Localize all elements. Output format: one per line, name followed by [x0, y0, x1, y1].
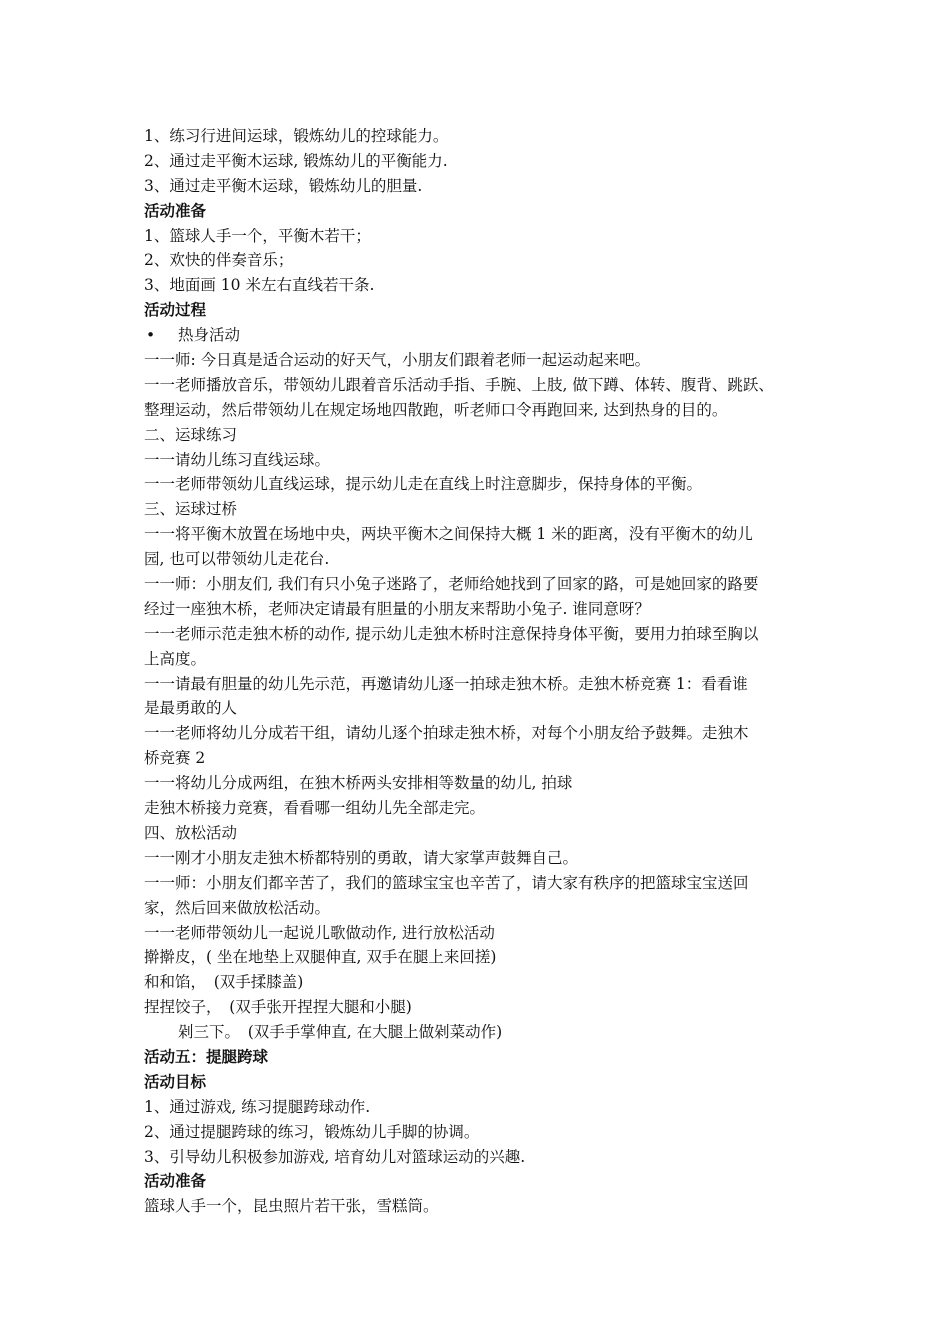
line-text: 走独木桥接力竞赛，看看哪一组幼儿先全部走完。	[144, 799, 486, 818]
line-text: 一一将幼儿分成两组，在独木桥两头安排相等数量的幼儿, 拍球	[144, 774, 573, 793]
line-text: 桥竞赛 2	[144, 749, 206, 768]
line-text: 活动准备	[144, 1172, 207, 1191]
line-text: 整理运动，然后带领幼儿在规定场地四散跑，听老师口令再跑回来, 达到热身的目的。	[144, 400, 728, 419]
paragraph-line	[144, 522, 824, 547]
line-text: 擀擀皮，( 坐在地垫上双腿伸直, 双手在腿上来回搓)	[144, 948, 497, 967]
paragraph-line	[144, 821, 824, 846]
line-text: 2、通过提腿跨球的练习，锻炼幼儿手脚的协调。	[144, 1122, 480, 1141]
line-text: 家，然后回来做放松活动。	[144, 898, 331, 917]
paragraph-line	[144, 124, 824, 149]
paragraph-line	[144, 248, 824, 273]
line-text: 一一将平衡木放置在场地中央，两块平衡木之间保持大概 1 米的距离，没有平衡木的幼儿	[144, 525, 753, 544]
line-text: 上高度。	[144, 649, 207, 668]
line-text: 1、通过游戏, 练习提腿跨球动作.	[144, 1097, 371, 1116]
paragraph-line	[144, 174, 824, 199]
document-body	[144, 124, 824, 1219]
paragraph-line	[144, 1194, 824, 1219]
line-text: 活动准备	[144, 201, 207, 220]
paragraph-line	[144, 921, 824, 946]
paragraph-line	[144, 224, 824, 249]
paragraph-line	[144, 970, 824, 995]
line-text: 二、运球练习	[144, 425, 238, 444]
line-text: 剁三下。 (双手手掌伸直, 在大腿上做剁菜动作)	[178, 1023, 503, 1042]
line-text: 捏捏饺子， (双手张开捏捏大腿和小腿)	[144, 998, 412, 1017]
section-heading	[144, 1070, 824, 1095]
paragraph-line	[144, 398, 824, 423]
line-text: 一一老师带领幼儿直线运球，提示幼儿走在直线上时注意脚步，保持身体的平衡。	[144, 475, 703, 494]
line-text: 活动过程	[144, 301, 207, 320]
paragraph-line	[144, 622, 824, 647]
bullet-item	[144, 323, 824, 348]
paragraph-line	[144, 448, 824, 473]
line-text: 经过一座独木桥，老师决定请最有胆量的小朋友来帮助小兔子. 谁同意呀？	[144, 599, 650, 618]
line-text: 篮球人手一个，昆虫照片若干张，雪糕筒。	[144, 1197, 439, 1216]
line-text: 四、放松活动	[144, 823, 238, 842]
paragraph-line	[144, 373, 824, 398]
paragraph-line	[144, 846, 824, 871]
line-text: 一一请最有胆量的幼儿先示范，再邀请幼儿逐一拍球走独木桥。走独木桥竞赛 1：看看谁	[144, 674, 748, 693]
paragraph-line	[144, 1020, 824, 1045]
section-heading	[144, 1169, 824, 1194]
paragraph-line	[144, 1145, 824, 1170]
line-text: 一一老师将幼儿分成若干组，请幼儿逐个拍球走独木桥，对每个小朋友给予鼓舞。走独木	[144, 724, 749, 743]
line-text: 是最勇敢的人	[144, 699, 238, 718]
paragraph-line	[144, 796, 824, 821]
line-text: 3、地面画 10 米左右直线若干条.	[144, 276, 375, 295]
line-text: 一一师：小朋友们, 我们有只小兔子迷路了，老师给她找到了回家的路，可是她回家的路要	[144, 575, 759, 594]
paragraph-line	[144, 547, 824, 572]
line-text: 一一请幼儿练习直线运球。	[144, 450, 331, 469]
line-text: 一一师：小朋友们都辛苦了，我们的篮球宝宝也辛苦了，请大家有秩序的把篮球宝宝送回	[144, 873, 749, 892]
paragraph-line	[144, 896, 824, 921]
paragraph-line	[144, 1095, 824, 1120]
section-heading	[144, 1045, 824, 1070]
line-text: 三、运球过桥	[144, 500, 238, 519]
paragraph-line	[144, 497, 824, 522]
line-text: 1、练习行进间运球，锻炼幼儿的控球能力。	[144, 127, 449, 145]
paragraph-line	[144, 696, 824, 721]
line-text: 一一老师示范走独木桥的动作, 提示幼儿走独木桥时注意保持身体平衡，要用力拍球至胸以	[144, 624, 759, 643]
paragraph-line	[144, 647, 824, 672]
line-text: 热身活动	[178, 326, 241, 345]
paragraph-line	[144, 771, 824, 796]
line-text: 3、引导幼儿积极参加游戏, 培育幼儿对篮球运动的兴趣.	[144, 1147, 526, 1166]
section-heading	[144, 298, 824, 323]
line-text: 2、欢快的伴奏音乐；	[144, 251, 294, 270]
line-text: 和和馅， (双手揉膝盖)	[144, 973, 304, 992]
line-text: 1、篮球人手一个，平衡木若干；	[144, 226, 371, 245]
paragraph-line	[144, 348, 824, 373]
paragraph-line	[144, 597, 824, 622]
line-text: 3、通过走平衡木运球，锻炼幼儿的胆量.	[144, 176, 423, 195]
line-text: 一一刚才小朋友走独木桥都特别的勇敢，请大家掌声鼓舞自己。	[144, 848, 579, 867]
paragraph-line	[144, 672, 824, 697]
paragraph-line	[144, 423, 824, 448]
paragraph-line	[144, 572, 824, 597]
paragraph-line	[144, 1120, 824, 1145]
section-heading	[144, 199, 824, 224]
line-text: 一一师: 今日真是适合运动的好天气，小朋友们跟着老师一起运动起来吧。	[144, 351, 651, 370]
paragraph-line	[144, 871, 824, 896]
paragraph-line	[144, 945, 824, 970]
bullet-icon: •	[146, 326, 156, 345]
paragraph-line	[144, 995, 824, 1020]
paragraph-line	[144, 472, 824, 497]
paragraph-line	[144, 273, 824, 298]
line-text: 2、通过走平衡木运球, 锻炼幼儿的平衡能力.	[144, 151, 448, 170]
line-text: 园, 也可以带领幼儿走花台.	[144, 550, 330, 569]
line-text: 一一老师带领幼儿一起说儿歌做动作, 进行放松活动	[144, 923, 495, 942]
line-text: 一一老师播放音乐，带领幼儿跟着音乐活动手指、手腕、上肢, 做下蹲、体转、腹背、跳跃、	[144, 375, 774, 394]
paragraph-line	[144, 746, 824, 771]
paragraph-line	[144, 721, 824, 746]
line-text: 活动目标	[144, 1072, 207, 1091]
paragraph-line	[144, 149, 824, 174]
line-text: 活动五：提腿跨球	[144, 1047, 269, 1066]
